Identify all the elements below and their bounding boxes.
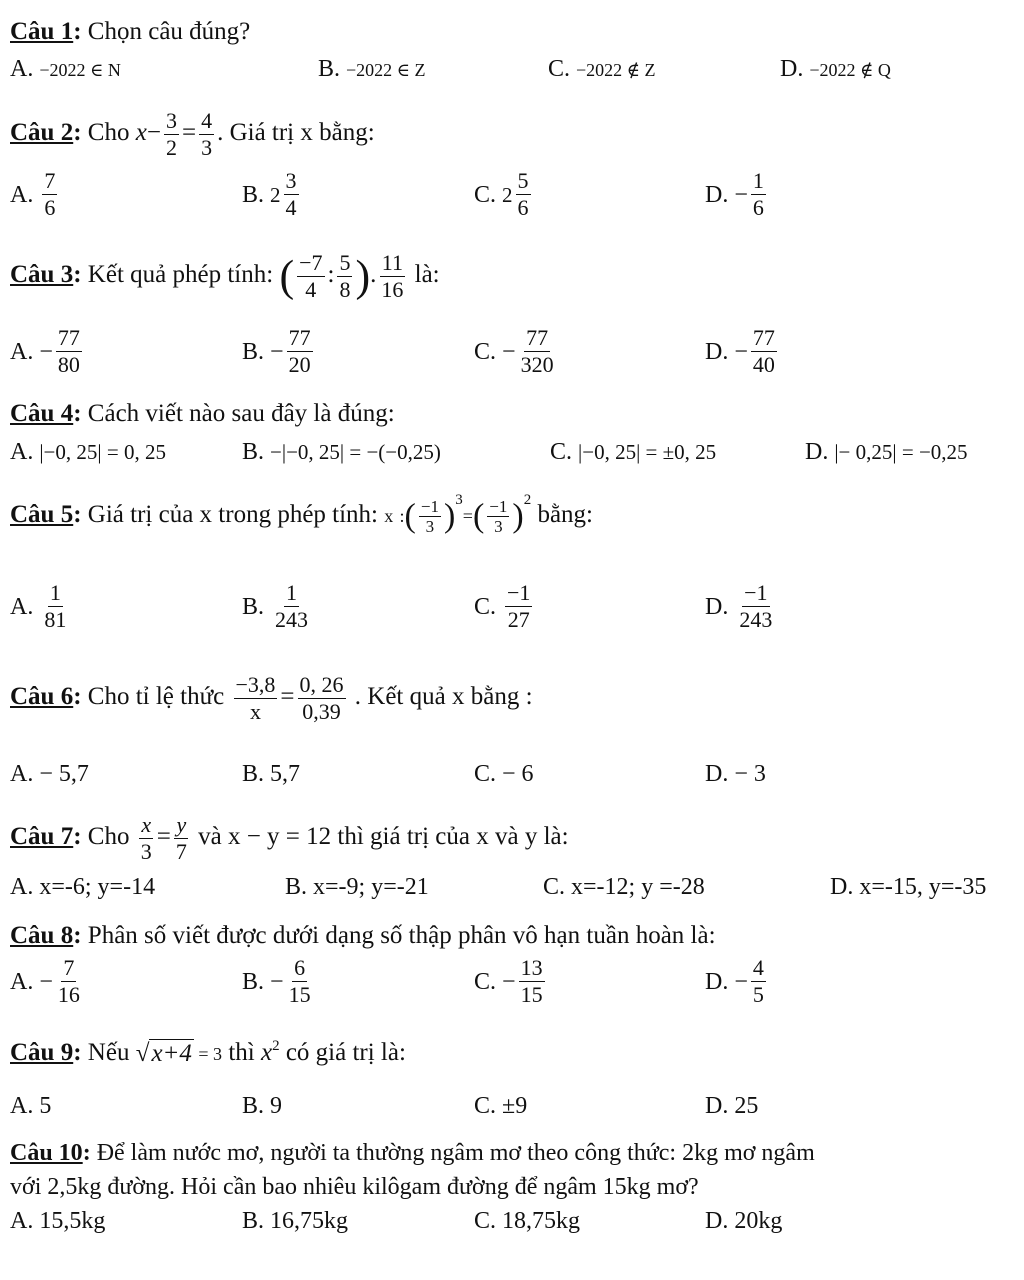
fraction-denominator: 6 bbox=[752, 195, 764, 220]
fraction-denominator: 5 bbox=[752, 982, 764, 1007]
text-segment: có giá trị là: bbox=[279, 1039, 406, 1066]
text-segment: : bbox=[73, 400, 82, 427]
q9-option-c[interactable] bbox=[474, 1092, 527, 1120]
text-segment: x=-15, y=-35 bbox=[859, 874, 987, 900]
text-segment: − bbox=[270, 968, 284, 995]
q8-option-d[interactable] bbox=[705, 955, 769, 1008]
q8-option-a[interactable] bbox=[10, 955, 85, 1008]
text-segment: C. bbox=[474, 593, 497, 620]
fraction-numerator: 7 bbox=[63, 955, 75, 980]
q2-option-d[interactable] bbox=[705, 168, 769, 221]
text-segment: D. bbox=[830, 874, 854, 900]
text-segment: |−0, 25| = ±0, 25 bbox=[578, 440, 717, 464]
text-segment: B. bbox=[242, 593, 265, 620]
text-segment: C. bbox=[474, 761, 497, 787]
fraction-numerator: 13 bbox=[520, 955, 543, 980]
fraction-numerator: 1 bbox=[49, 580, 61, 605]
text-segment: : bbox=[73, 683, 82, 711]
fraction bbox=[42, 168, 57, 221]
q4-option-b[interactable] bbox=[242, 438, 441, 466]
fraction-numerator: −1 bbox=[744, 580, 768, 605]
fraction-denominator: 2 bbox=[165, 135, 177, 160]
q4-option-a[interactable] bbox=[10, 438, 166, 466]
text-segment: D. bbox=[705, 1093, 729, 1119]
fraction-denominator: 15 bbox=[288, 982, 311, 1007]
fraction bbox=[505, 580, 532, 633]
fraction-numerator: 4 bbox=[752, 955, 764, 980]
fraction-denominator: 20 bbox=[288, 352, 311, 377]
question-6-stem bbox=[10, 672, 533, 725]
text-segment: C. bbox=[474, 968, 497, 995]
text-segment: . bbox=[370, 261, 377, 289]
text-segment: . Giá trị x bằng: bbox=[217, 119, 375, 147]
question-2-label: Câu 2 bbox=[10, 119, 74, 147]
text-segment: Cho bbox=[81, 823, 136, 851]
q3-option-a[interactable] bbox=[10, 325, 85, 378]
text-segment: A. bbox=[10, 181, 34, 208]
fraction-numerator: 77 bbox=[526, 325, 549, 350]
question-1-stem bbox=[10, 18, 250, 46]
question-9-label: Câu 9 bbox=[10, 1039, 74, 1066]
fraction-denominator: 7 bbox=[175, 839, 187, 864]
q4-option-d[interactable] bbox=[805, 438, 968, 466]
fraction-denominator: 243 bbox=[739, 607, 773, 632]
text-segment: = bbox=[462, 506, 473, 526]
q10-option-b[interactable] bbox=[242, 1207, 348, 1235]
question-5-label: Câu 5 bbox=[10, 501, 74, 528]
text-segment: Cách viết nào sau đây là đúng: bbox=[81, 400, 395, 427]
text-segment: − 6 bbox=[502, 761, 534, 787]
q1-option-a[interactable] bbox=[10, 55, 121, 84]
text-segment: −2022 ∉ Q bbox=[809, 60, 891, 80]
text-segment: ( bbox=[279, 251, 295, 301]
fraction-denominator: 243 bbox=[275, 607, 309, 632]
question-5-stem bbox=[10, 492, 593, 536]
question-10-label: Câu 10 bbox=[10, 1140, 83, 1166]
fraction-denominator: 3 bbox=[425, 516, 435, 536]
fraction-denominator: x bbox=[249, 699, 261, 724]
text-segment: − 3 bbox=[734, 761, 766, 787]
fraction-numerator: −7 bbox=[299, 250, 323, 275]
fraction-denominator: 6 bbox=[44, 195, 56, 220]
text-segment: C. bbox=[548, 56, 571, 82]
text-segment: x bbox=[135, 119, 147, 147]
text-segment: . Kết quả x bằng : bbox=[348, 683, 533, 711]
fraction bbox=[297, 250, 324, 303]
fraction bbox=[287, 325, 313, 378]
text-segment: 2 bbox=[502, 182, 513, 207]
fraction bbox=[174, 812, 189, 865]
fraction-numerator: 0, 26 bbox=[299, 672, 344, 697]
text-segment: − bbox=[146, 119, 161, 147]
q3-option-c[interactable] bbox=[474, 325, 559, 378]
text-segment: −2022 ∈ Z bbox=[346, 60, 426, 80]
q1-option-b[interactable] bbox=[318, 55, 426, 84]
text-segment: − bbox=[502, 338, 516, 365]
q3-option-d[interactable] bbox=[705, 325, 780, 378]
text-segment: = bbox=[156, 823, 171, 851]
fraction-denominator: 4 bbox=[305, 277, 317, 302]
fraction-numerator: 6 bbox=[294, 955, 306, 980]
text-segment: A. bbox=[10, 593, 34, 620]
text-segment: B. bbox=[285, 874, 308, 900]
text-segment: − bbox=[39, 968, 53, 995]
question-7-stem bbox=[10, 812, 569, 865]
text-segment: ) bbox=[355, 251, 371, 301]
text-segment: x bbox=[384, 506, 394, 526]
q2-fraction-2 bbox=[199, 108, 214, 161]
q1-option-c[interactable] bbox=[548, 55, 656, 84]
text-segment: là: bbox=[408, 261, 440, 289]
text-segment: x+4 bbox=[151, 1040, 192, 1068]
text-segment: D. bbox=[705, 181, 729, 208]
q2-fraction-1 bbox=[164, 108, 179, 161]
q10-option-a[interactable] bbox=[10, 1207, 105, 1235]
fraction-denominator: 3 bbox=[140, 839, 152, 864]
text-segment: thì bbox=[222, 1039, 261, 1066]
question-7-label: Câu 7 bbox=[10, 823, 74, 851]
text-segment: ( bbox=[472, 497, 485, 535]
question-1-label: Câu 1 bbox=[10, 18, 74, 45]
fraction-numerator: −1 bbox=[507, 580, 531, 605]
text-segment: x=-12; y =-28 bbox=[571, 874, 705, 900]
text-segment: B. bbox=[242, 439, 265, 465]
text-segment: 2 bbox=[270, 182, 281, 207]
fraction-numerator: 3 bbox=[285, 168, 297, 193]
text-segment: − bbox=[39, 338, 53, 365]
fraction bbox=[234, 672, 278, 725]
text-segment: Cho tỉ lệ thức bbox=[81, 683, 231, 711]
fraction-numerator: 77 bbox=[288, 325, 311, 350]
q7-option-d[interactable] bbox=[830, 873, 986, 901]
text-segment: − bbox=[734, 968, 748, 995]
question-10-stem bbox=[10, 1140, 1020, 1167]
q3-option-b[interactable] bbox=[242, 325, 316, 378]
question-8-label: Câu 8 bbox=[10, 922, 74, 949]
fraction bbox=[56, 955, 82, 1008]
q7-option-c[interactable] bbox=[543, 873, 705, 901]
text-segment: A. bbox=[10, 968, 34, 995]
text-segment: : bbox=[73, 501, 82, 528]
q8-option-b[interactable] bbox=[242, 955, 316, 1008]
text-segment: B. bbox=[242, 1093, 265, 1119]
text-segment: với 2,5kg đường. Hỏi cần bao nhiêu kilôgam đường để ngâm 15kg mơ? bbox=[10, 1174, 699, 1200]
text-segment: A. bbox=[10, 1208, 34, 1234]
text-segment: C. bbox=[474, 181, 497, 208]
text-segment: 16,75kg bbox=[270, 1208, 349, 1234]
question-9-stem bbox=[10, 1038, 406, 1068]
text-segment: −2022 ∈ N bbox=[39, 60, 121, 80]
fraction-numerator: −3,8 bbox=[235, 672, 276, 697]
fraction bbox=[751, 325, 777, 378]
text-segment: 25 bbox=[734, 1093, 759, 1119]
q4-option-c[interactable] bbox=[550, 438, 716, 466]
q5-option-b[interactable] bbox=[242, 580, 313, 633]
text-segment: bằng: bbox=[531, 501, 593, 528]
q9-option-d[interactable] bbox=[705, 1092, 758, 1120]
text-segment: A. bbox=[10, 874, 34, 900]
text-segment: C. bbox=[543, 874, 566, 900]
text-segment: = bbox=[280, 683, 295, 711]
text-segment: Nếu bbox=[81, 1039, 136, 1066]
text-segment: 5 bbox=[39, 1093, 52, 1119]
text-segment: D. bbox=[705, 338, 729, 365]
text-segment: − bbox=[270, 338, 284, 365]
text-segment: D. bbox=[780, 56, 804, 82]
text-segment: B. bbox=[242, 968, 265, 995]
text-segment: − bbox=[734, 181, 748, 208]
text-segment: = 3 bbox=[193, 1044, 223, 1064]
fraction-denominator: 3 bbox=[201, 135, 213, 160]
fraction bbox=[751, 955, 766, 1008]
text-segment: C. bbox=[474, 1208, 497, 1234]
text-segment: C. bbox=[474, 1093, 497, 1119]
text-segment: x=-9; y=-21 bbox=[313, 874, 429, 900]
q9-option-b[interactable] bbox=[242, 1092, 282, 1120]
text-segment: ) bbox=[512, 497, 524, 535]
fraction bbox=[419, 497, 441, 536]
fraction-numerator: 1 bbox=[752, 168, 764, 193]
fraction-numerator: 7 bbox=[44, 168, 56, 193]
text-segment: : bbox=[73, 119, 82, 147]
fraction bbox=[298, 672, 346, 725]
fraction-denominator: 8 bbox=[339, 277, 351, 302]
text-segment: 18,75kg bbox=[502, 1208, 581, 1234]
q5-option-d[interactable] bbox=[705, 580, 777, 633]
q5-option-a[interactable] bbox=[10, 580, 71, 633]
q6-option-b[interactable] bbox=[242, 760, 300, 788]
text-segment: D. bbox=[705, 761, 729, 787]
text-segment: ( bbox=[404, 497, 416, 535]
text-segment: |−0, 25| = 0, 25 bbox=[39, 440, 166, 464]
text-segment: −|−0, 25| = −(−0,25) bbox=[270, 440, 441, 464]
text-segment: D. bbox=[705, 593, 729, 620]
fraction-denominator: 81 bbox=[44, 607, 67, 632]
fraction bbox=[139, 812, 154, 865]
question-6-label: Câu 6 bbox=[10, 683, 74, 711]
fraction-numerator: y bbox=[176, 812, 187, 837]
text-segment: 5,7 bbox=[270, 761, 301, 787]
text-segment: Giá trị của x trong phép tính: bbox=[81, 501, 385, 528]
text-segment: B. bbox=[242, 1208, 265, 1234]
text-segment: x=-6; y=-14 bbox=[39, 874, 156, 900]
fraction-numerator: x bbox=[141, 812, 152, 837]
fraction-numerator: 77 bbox=[57, 325, 80, 350]
fraction bbox=[519, 955, 545, 1008]
fraction bbox=[42, 580, 68, 633]
text-segment: : bbox=[73, 18, 82, 45]
fraction-numerator: 77 bbox=[752, 325, 775, 350]
question-3-stem bbox=[10, 250, 440, 303]
q2-option-b[interactable] bbox=[242, 168, 302, 221]
text-segment: A. bbox=[10, 1093, 34, 1119]
text-segment: D. bbox=[705, 1208, 729, 1234]
question-3-label: Câu 3 bbox=[10, 261, 74, 289]
text-segment: 2 bbox=[523, 492, 532, 508]
text-segment: 15,5kg bbox=[39, 1208, 106, 1234]
q7-option-a[interactable] bbox=[10, 873, 155, 901]
fraction-numerator: 5 bbox=[517, 168, 529, 193]
text-segment: A. bbox=[10, 338, 34, 365]
q6-option-a[interactable] bbox=[10, 760, 89, 788]
text-segment: C. bbox=[550, 439, 573, 465]
text-segment: −2022 ∉ Z bbox=[576, 60, 656, 80]
q10-option-c[interactable] bbox=[474, 1207, 580, 1235]
text-segment: : bbox=[327, 261, 335, 289]
fraction-numerator: 5 bbox=[339, 250, 351, 275]
text-segment: A. bbox=[10, 761, 34, 787]
fraction-numerator: 3 bbox=[165, 108, 177, 133]
text-segment: B. bbox=[318, 56, 341, 82]
text-segment: A. bbox=[10, 56, 34, 82]
text-segment: ±9 bbox=[502, 1093, 528, 1119]
q9-option-a[interactable] bbox=[10, 1092, 51, 1120]
square-root bbox=[136, 1040, 194, 1068]
fraction-denominator: 0,39 bbox=[302, 699, 341, 724]
q10-option-d[interactable] bbox=[705, 1207, 782, 1235]
text-segment: − 5,7 bbox=[39, 761, 89, 787]
text-segment: ) bbox=[443, 497, 456, 535]
fraction bbox=[751, 168, 766, 221]
text-segment: x bbox=[260, 1039, 273, 1066]
fraction bbox=[487, 497, 509, 536]
fraction bbox=[287, 955, 313, 1008]
question-8-stem bbox=[10, 922, 716, 950]
fraction-denominator: 40 bbox=[752, 352, 775, 377]
text-segment: : bbox=[82, 1140, 91, 1166]
fraction bbox=[337, 250, 352, 303]
question-10-stem-line-2 bbox=[10, 1174, 699, 1201]
text-segment: 9 bbox=[270, 1093, 283, 1119]
text-segment: |− 0,25| = −0,25 bbox=[834, 440, 968, 464]
q2-option-c[interactable] bbox=[474, 168, 534, 221]
text-segment: A. bbox=[10, 439, 34, 465]
fraction bbox=[273, 580, 310, 633]
text-segment: = bbox=[181, 119, 197, 147]
fraction-denominator: 80 bbox=[57, 352, 80, 377]
fraction-denominator: 320 bbox=[520, 352, 554, 377]
fraction-numerator: −1 bbox=[489, 496, 508, 516]
text-segment: − bbox=[502, 968, 516, 995]
fraction bbox=[516, 168, 531, 221]
text-segment: 2 bbox=[272, 1038, 280, 1054]
text-segment: 3 bbox=[455, 492, 463, 508]
q1-option-d[interactable] bbox=[780, 55, 891, 84]
question-2-stem bbox=[10, 108, 375, 161]
text-segment: B. bbox=[242, 761, 265, 787]
text-segment: : bbox=[73, 1039, 82, 1066]
fraction-numerator: 11 bbox=[381, 250, 403, 275]
question-4-label: Câu 4 bbox=[10, 400, 74, 427]
text-segment: C. bbox=[474, 338, 497, 365]
q7-option-b[interactable] bbox=[285, 873, 429, 901]
text-segment: D. bbox=[805, 439, 829, 465]
fraction bbox=[284, 168, 299, 221]
text-segment: : bbox=[399, 506, 405, 526]
text-segment: : bbox=[73, 823, 82, 851]
q2-option-a[interactable] bbox=[10, 168, 60, 221]
fraction-numerator: 1 bbox=[286, 580, 298, 605]
fraction-numerator: 4 bbox=[201, 108, 213, 133]
fraction-denominator: 15 bbox=[520, 982, 543, 1007]
fraction-denominator: 3 bbox=[494, 516, 503, 536]
text-segment: Để làm nước mơ, người ta thường ngâm mơ theo công thức: 2kg mơ ngâm bbox=[90, 1140, 815, 1166]
q6-option-d[interactable] bbox=[705, 760, 766, 788]
fraction bbox=[519, 325, 556, 378]
fraction bbox=[56, 325, 82, 378]
q5-option-c[interactable] bbox=[474, 580, 535, 633]
fraction bbox=[379, 250, 405, 303]
text-segment: : bbox=[73, 922, 82, 949]
text-segment: √ bbox=[135, 1040, 150, 1068]
question-4-stem bbox=[10, 400, 395, 428]
fraction-denominator: 16 bbox=[57, 982, 80, 1007]
text-segment: và x − y = 12 thì giá trị của x và y là: bbox=[191, 823, 569, 851]
fraction-denominator: 27 bbox=[507, 607, 530, 632]
text-segment: Phân số viết được dưới dạng số thập phân vô hạn tuần hoàn là: bbox=[81, 922, 716, 949]
q6-option-c[interactable] bbox=[474, 760, 534, 788]
fraction-denominator: 16 bbox=[381, 277, 404, 302]
text-segment: − bbox=[734, 338, 748, 365]
text-segment: D. bbox=[705, 968, 729, 995]
fraction bbox=[737, 580, 774, 633]
text-segment: B. bbox=[242, 338, 265, 365]
text-segment: B. bbox=[242, 181, 265, 208]
text-segment: : bbox=[73, 261, 82, 289]
fraction-numerator: −1 bbox=[420, 496, 439, 516]
text-segment: 20kg bbox=[734, 1208, 783, 1234]
question-1-text: Chọn câu đúng? bbox=[81, 18, 251, 45]
fraction-denominator: 4 bbox=[285, 195, 297, 220]
q8-option-c[interactable] bbox=[474, 955, 548, 1008]
text-segment: Cho bbox=[81, 119, 136, 147]
fraction-denominator: 6 bbox=[517, 195, 529, 220]
text-segment: Kết quả phép tính: bbox=[81, 261, 280, 289]
